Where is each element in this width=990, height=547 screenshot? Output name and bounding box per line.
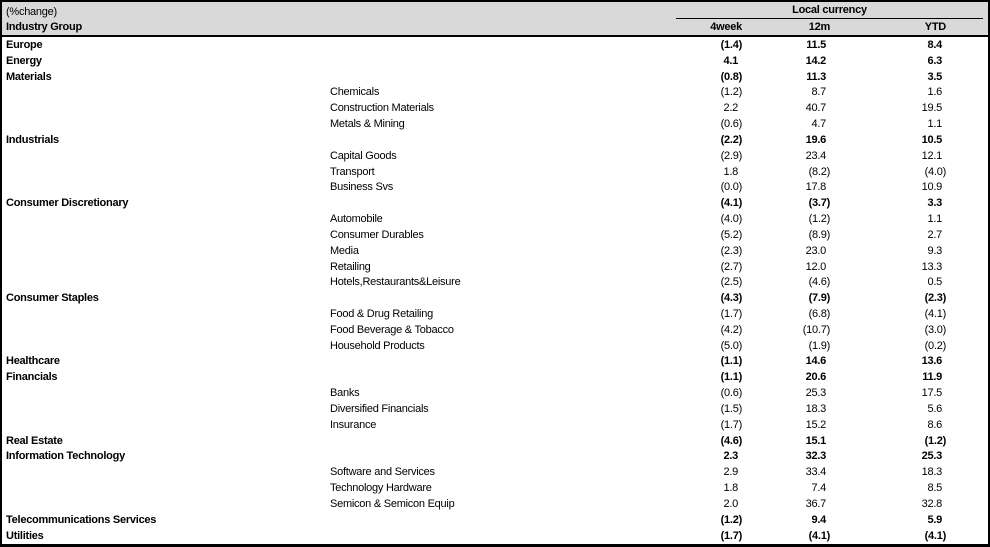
value-ytd: (1.2) (924, 434, 946, 447)
industry-group-label: Semicon & Semicon Equip (330, 497, 455, 510)
value-4week: (5.0) (720, 339, 742, 352)
industry-group-label: Household Products (330, 339, 425, 352)
value-ytd: 17.5 (921, 387, 942, 400)
value-4week: 2.3 (723, 450, 738, 463)
value-4week: (4.1) (720, 197, 742, 210)
industry-group-label: Retailing (330, 260, 371, 273)
value-4week: (1.7) (720, 307, 742, 320)
industry-group-label: Metals & Mining (330, 118, 405, 131)
table-row (2, 69, 988, 85)
table-row (2, 417, 988, 433)
industry-group-label: Energy (6, 54, 42, 67)
value-ytd: 8.4 (927, 38, 942, 51)
table-row (2, 211, 988, 227)
value-4week: (1.1) (720, 371, 742, 384)
value-4week: (1.7) (720, 418, 742, 431)
value-12m: 15.2 (805, 418, 826, 431)
value-12m: (1.2) (808, 213, 830, 226)
industry-group-label: Technology Hardware (330, 482, 432, 495)
value-ytd: 13.6 (921, 355, 942, 368)
value-12m: 8.7 (811, 86, 826, 99)
value-4week: (1.2) (720, 513, 742, 526)
value-ytd: 5.6 (927, 402, 942, 415)
value-4week: (2.2) (720, 133, 742, 146)
value-4week: 2.0 (723, 497, 738, 510)
value-4week: (2.5) (720, 276, 742, 289)
industry-group-label: Information Technology (6, 450, 125, 463)
value-12m: (3.7) (808, 197, 830, 210)
percent-change-label: (%change) (6, 6, 57, 18)
table-row (2, 369, 988, 385)
industry-group-label: Real Estate (6, 434, 63, 447)
table-row (2, 480, 988, 496)
value-ytd: 8.5 (927, 482, 942, 495)
value-12m: 7.4 (811, 482, 826, 495)
column-header-ytd: YTD (924, 21, 946, 33)
industry-group-label: Food Beverage & Tobacco (330, 323, 454, 336)
value-12m: 18.3 (805, 402, 826, 415)
value-12m: 12.0 (805, 260, 826, 273)
value-12m: 4.7 (811, 118, 826, 131)
value-ytd: 10.9 (921, 181, 942, 194)
table-row (2, 243, 988, 259)
table-row (2, 354, 988, 370)
value-4week: (5.2) (720, 228, 742, 241)
value-12m: 11.5 (806, 38, 826, 51)
value-12m: 14.6 (805, 355, 826, 368)
value-ytd: 12.1 (921, 149, 942, 162)
value-4week: (2.7) (720, 260, 742, 273)
industry-group-label: Consumer Discretionary (6, 197, 129, 210)
value-ytd: (4.1) (924, 307, 946, 320)
value-4week: (4.3) (720, 292, 742, 305)
value-12m: 23.0 (805, 244, 826, 257)
industry-group-label: Healthcare (6, 355, 60, 368)
value-4week: 2.9 (723, 466, 738, 479)
value-12m: 36.7 (805, 497, 826, 510)
table-row (2, 84, 988, 100)
industry-group-label: Utilities (6, 529, 44, 542)
value-4week: (0.6) (720, 118, 742, 131)
value-12m: 32.3 (805, 450, 826, 463)
value-ytd: 3.3 (927, 197, 942, 210)
value-ytd: 1.1 (927, 118, 942, 131)
industry-group-label: Software and Services (330, 466, 435, 479)
value-4week: (2.3) (720, 244, 742, 257)
table-row (2, 306, 988, 322)
table-row (2, 148, 988, 164)
value-ytd: 2.7 (927, 228, 942, 241)
value-12m: (10.7) (802, 323, 830, 336)
value-4week: (4.2) (720, 323, 742, 336)
table-body (2, 37, 988, 544)
value-4week: (4.0) (720, 213, 742, 226)
industry-group-label: Diversified Financials (330, 402, 429, 415)
value-4week: (1.2) (720, 86, 742, 99)
industry-group-label: Insurance (330, 418, 377, 431)
value-12m: 15.1 (805, 434, 826, 447)
value-ytd: 1.1 (927, 213, 942, 226)
value-12m: (8.2) (808, 165, 830, 178)
table-row (2, 100, 988, 116)
industry-group-label: Industrials (6, 133, 59, 146)
value-ytd: 18.3 (921, 466, 942, 479)
value-12m: 25.3 (805, 387, 826, 400)
value-12m: 19.6 (805, 133, 826, 146)
industry-group-label: Telecommunications Services (6, 513, 157, 526)
value-ytd: 3.5 (927, 70, 942, 83)
value-4week: (2.9) (720, 149, 742, 162)
table-row (2, 37, 988, 53)
industry-group-label: Materials (6, 70, 52, 83)
value-4week: (1.4) (720, 38, 742, 51)
local-currency-header: Local currency (676, 3, 983, 19)
table-row (2, 449, 988, 465)
industry-group-label: Financials (6, 371, 58, 384)
column-header-4week: 4week (710, 21, 742, 33)
value-ytd: (0.2) (924, 339, 946, 352)
value-ytd: 0.5 (927, 276, 942, 289)
value-ytd: (3.0) (924, 323, 946, 336)
value-4week: (0.0) (720, 181, 742, 194)
value-12m: 17.8 (805, 181, 826, 194)
table-row (2, 322, 988, 338)
value-12m: 20.6 (805, 371, 826, 384)
value-ytd: 32.8 (921, 497, 942, 510)
value-4week: 4.1 (723, 54, 738, 67)
industry-group-label: Media (330, 244, 359, 257)
industry-group-label: Consumer Staples (6, 292, 99, 305)
value-12m: 40.7 (805, 102, 826, 115)
table-row (2, 464, 988, 480)
table-row (2, 528, 988, 544)
value-4week: 1.8 (723, 165, 738, 178)
table-row (2, 179, 988, 195)
value-4week: 1.8 (723, 482, 738, 495)
industry-group-label: Food & Drug Retailing (330, 307, 433, 320)
value-4week: (1.1) (720, 355, 742, 368)
table-row (2, 195, 988, 211)
table-row (2, 290, 988, 306)
industry-group-label: Banks (330, 387, 360, 400)
value-4week: (0.6) (720, 387, 742, 400)
value-ytd: 5.9 (927, 513, 942, 526)
value-ytd: 25.3 (921, 450, 942, 463)
value-ytd: 1.6 (927, 86, 942, 99)
value-ytd: (4.0) (924, 165, 946, 178)
value-12m: (7.9) (808, 292, 830, 305)
value-12m: (4.6) (808, 276, 830, 289)
value-ytd: 8.6 (927, 418, 942, 431)
table-row (2, 338, 988, 354)
table-row (2, 401, 988, 417)
header-row-currency (2, 2, 988, 19)
table-row (2, 496, 988, 512)
industry-group-label: Hotels,Restaurants&Leisure (330, 276, 461, 289)
table-header (2, 2, 988, 37)
table-row (2, 132, 988, 148)
table-row (2, 385, 988, 401)
value-ytd: 19.5 (921, 102, 942, 115)
column-header-12m: 12m (808, 21, 830, 33)
value-ytd: (4.1) (924, 529, 946, 542)
value-12m: (6.8) (808, 307, 830, 320)
value-ytd: 11.9 (922, 371, 942, 384)
value-4week: 2.2 (723, 102, 738, 115)
value-4week: (1.5) (720, 402, 742, 415)
value-12m: (8.9) (808, 228, 830, 241)
table-row (2, 164, 988, 180)
industry-group-header: Industry Group (6, 21, 82, 33)
industry-group-label: Chemicals (330, 86, 380, 99)
industry-group-label: Construction Materials (330, 102, 434, 115)
value-12m: 9.4 (811, 513, 826, 526)
value-12m: 33.4 (805, 466, 826, 479)
industry-group-label: Transport (330, 165, 375, 178)
table-row (2, 274, 988, 290)
value-12m: 14.2 (805, 54, 826, 67)
value-ytd: 6.3 (927, 54, 942, 67)
table-row (2, 116, 988, 132)
table-row (2, 259, 988, 275)
value-4week: (0.8) (720, 70, 742, 83)
table-row (2, 512, 988, 528)
industry-group-label: Consumer Durables (330, 228, 424, 241)
industry-group-label: Automobile (330, 213, 383, 226)
value-12m: (1.9) (808, 339, 830, 352)
value-12m: 11.3 (806, 70, 826, 83)
table-row (2, 53, 988, 69)
header-row-columns (2, 19, 988, 35)
value-4week: (1.7) (720, 529, 742, 542)
value-ytd: 10.5 (921, 133, 942, 146)
value-12m: 23.4 (805, 149, 826, 162)
value-ytd: 9.3 (927, 244, 942, 257)
table-row (2, 433, 988, 449)
industry-group-label: Business Svs (330, 181, 394, 194)
industry-group-label: Europe (6, 38, 43, 51)
value-12m: (4.1) (808, 529, 830, 542)
value-4week: (4.6) (720, 434, 742, 447)
value-ytd: (2.3) (924, 292, 946, 305)
table-row (2, 227, 988, 243)
value-ytd: 13.3 (921, 260, 942, 273)
industry-group-label: Capital Goods (330, 149, 397, 162)
